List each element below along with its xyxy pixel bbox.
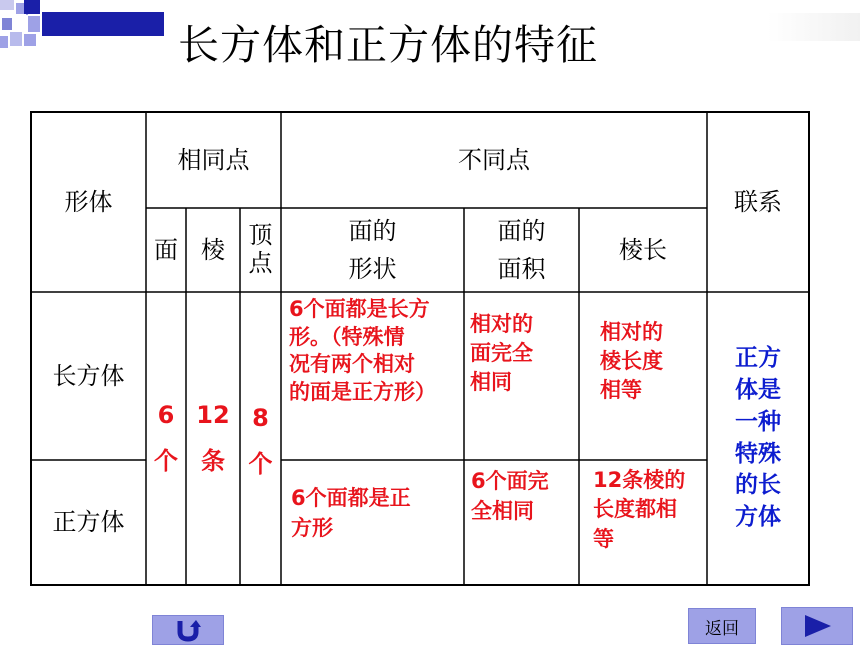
header-edge-length: 棱长 (619, 235, 667, 264)
cuboid-face-shape: 6个面都是长方 形。（特殊情 况有两个相对 的面是正方形） (289, 297, 436, 405)
header-face-area: 面的 面积 (497, 216, 546, 283)
same-faces-value: 6 个 (154, 400, 178, 475)
next-button[interactable] (781, 607, 853, 645)
cube-face-area: 6个面完 全相同 (471, 469, 549, 524)
cuboid-edge-length: 相对的 棱长度 相等 (600, 320, 663, 402)
header-face-shape: 面的 形状 (348, 216, 397, 283)
return-button[interactable]: 返回 (688, 608, 756, 644)
u-turn-icon (175, 618, 201, 642)
header-shape: 形体 (64, 187, 113, 216)
relation-text: 正方 体是 一种 特殊 的长 方体 (735, 345, 781, 530)
row-label-cube: 正方体 (52, 508, 125, 537)
header-face: 面 (154, 235, 178, 264)
cube-face-shape: 6个面都是正 方形 (291, 486, 411, 541)
same-vertices-value: 8 个 (248, 404, 273, 478)
page-title: 长方体和正方体的特征 (178, 21, 598, 69)
row-label-cuboid: 长方体 (52, 361, 125, 390)
header-edge: 棱 (201, 235, 225, 264)
cube-edge-length: 12条棱的 长度都相 等 (593, 468, 686, 551)
header-relation: 联系 (734, 187, 782, 216)
header-same: 相同点 (177, 145, 250, 174)
play-arrow-icon (801, 613, 833, 639)
header-vertex: 顶 点 (248, 221, 273, 277)
header-diff: 不同点 (458, 145, 530, 174)
cuboid-face-area: 相对的 面完全 相同 (470, 312, 533, 394)
same-edges-value: 12 条 (196, 400, 230, 475)
back-button[interactable] (152, 615, 224, 645)
